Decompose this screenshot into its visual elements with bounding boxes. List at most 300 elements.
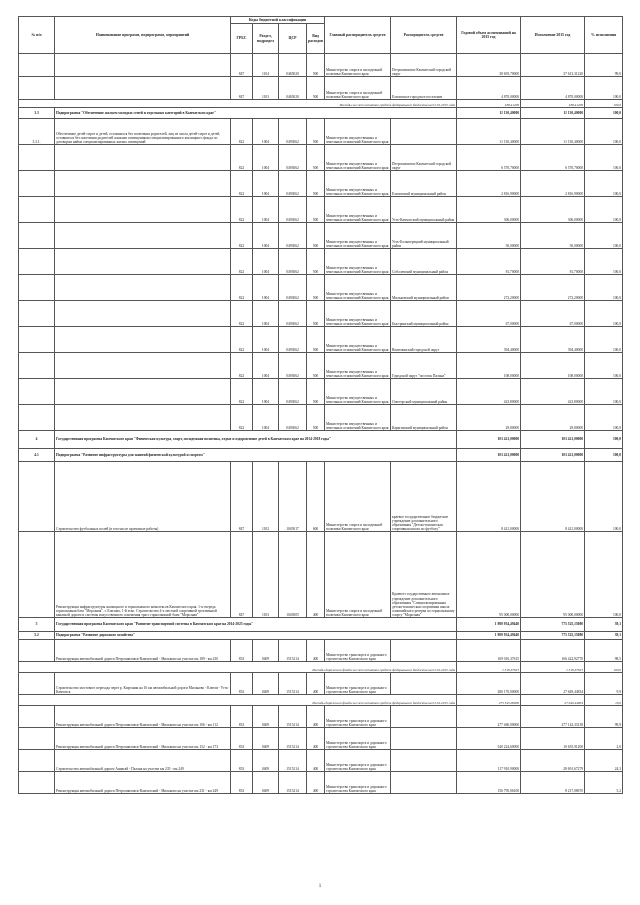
- row-dispenser: Карагинский муниципальный район: [391, 405, 457, 431]
- table-row: [19, 706, 623, 728]
- program-annual: 1 980 934,49440: [457, 632, 521, 640]
- row-exec: 423,80000: [521, 379, 585, 405]
- row-number: [19, 379, 55, 405]
- row-grbs: 822: [231, 301, 253, 327]
- row-dispenser: Соболевский муниципальный район: [391, 249, 457, 275]
- row-vr: 400: [307, 673, 325, 695]
- row-number: [19, 728, 55, 750]
- program-row: [19, 632, 623, 640]
- header-no: № п/п: [19, 17, 55, 54]
- row-csr: 0493062: [279, 171, 307, 197]
- row-chief: Министерство имущественных и земельных отношений Камчатского края: [325, 197, 391, 223]
- table-row: [19, 77, 623, 100]
- row-exec: 6 570,70000: [521, 145, 585, 171]
- row-csr: 0493062: [279, 197, 307, 223]
- program-name: Подпрограмма "Развитие дорожного хозяйства": [55, 632, 457, 640]
- row-vr: 400: [307, 772, 325, 794]
- row-exec: 272,20000: [521, 275, 585, 301]
- row-csr: 1515214: [279, 673, 307, 695]
- row-pct: 100,0: [585, 145, 623, 171]
- program-pct: 100,0: [585, 431, 623, 449]
- row-vr: 500: [307, 54, 325, 77]
- row-number: [19, 462, 55, 532]
- row-name: [55, 275, 231, 301]
- row-vr: 500: [307, 301, 325, 327]
- row-vr: 500: [307, 353, 325, 379]
- row-exec: 2 816,90000: [521, 171, 585, 197]
- header-name: Наименование программ, подпрограмм, мероприятий: [55, 17, 231, 54]
- row-exec: 4 870,00000: [521, 77, 585, 100]
- row-grbs: 822: [231, 327, 253, 353]
- row-csr: 1515214: [279, 772, 307, 794]
- row-exec: 11 130,40000: [521, 119, 585, 145]
- row-pct: 100,0: [585, 327, 623, 353]
- row-pct: 100,0: [585, 301, 623, 327]
- row-chief: Министерство транспорта и дорожного строительства Камчатского края: [325, 772, 391, 794]
- row-dispenser: [391, 640, 457, 662]
- row-grbs: 847: [231, 462, 253, 532]
- row-dispenser: Усть-Камчатский муниципальный район: [391, 197, 457, 223]
- row-csr: 0465020: [279, 54, 307, 77]
- program-number: 5.2: [19, 632, 55, 640]
- row-razdel: 0409: [253, 706, 279, 728]
- row-razdel: 0409: [253, 772, 279, 794]
- row-pct: 98,5: [585, 640, 623, 662]
- row-razdel: 1004: [253, 119, 279, 145]
- note-text: Расходы дорожного фонда за счет остатков средств федерального бюджета на 01.01.2015 года: [19, 662, 457, 673]
- row-number: [19, 54, 55, 77]
- header-exec: Исполнение 2015 год: [521, 17, 585, 54]
- row-vr: 400: [307, 750, 325, 772]
- row-pct: 100,0: [585, 405, 623, 431]
- row-name: [55, 379, 231, 405]
- row-name: Реконструкция автомобильной дороги Петропавловск-Камчатский - Мильково на участке км 106 - км 112: [55, 706, 231, 728]
- row-exec: 50,00000: [521, 223, 585, 249]
- row-pct: 2,0: [585, 728, 623, 750]
- row-number: [19, 532, 55, 618]
- header-dispenser: Распорядитель средств: [391, 17, 457, 54]
- note-row: [19, 100, 623, 108]
- note-pct: 100,0: [585, 100, 623, 108]
- row-grbs: 833: [231, 750, 253, 772]
- row-number: [19, 275, 55, 301]
- row-annual: 540 224,60000: [457, 728, 521, 750]
- note-annual: 438,41200: [457, 100, 521, 108]
- row-razdel: 1004: [253, 275, 279, 301]
- program-name: Государственная программа Камчатского края "Развитие транспортной системы в Камчатском крае на 2014-2025 годы": [55, 618, 457, 632]
- row-annual: 280 170,00000: [457, 673, 521, 695]
- row-chief: Министерство имущественных и земельных отношений Камчатского края: [325, 145, 391, 171]
- row-number: [19, 706, 55, 728]
- row-grbs: 822: [231, 145, 253, 171]
- row-exec: 81,70000: [521, 249, 585, 275]
- note-pct: 10,0: [585, 695, 623, 706]
- program-exec: 775 525,15080: [521, 618, 585, 632]
- row-name: [55, 77, 231, 100]
- row-vr: 500: [307, 223, 325, 249]
- row-razdel: 1103: [253, 77, 279, 100]
- row-annual: 2 816,90000: [457, 171, 521, 197]
- table-row: [19, 275, 623, 301]
- note-pct: 100,0: [585, 662, 623, 673]
- header-grbs: ГРБС: [231, 24, 253, 54]
- row-exec: 27 649,44834: [521, 673, 585, 695]
- row-number: [19, 353, 55, 379]
- table-row: [19, 728, 623, 750]
- row-grbs: 822: [231, 171, 253, 197]
- row-dispenser: Краевое государственное автономное учреждение дополнительного образования "Специализированная детско-юношеская спортивная школа олимпийского резерва по горнолыжному спорту "Морозная": [391, 532, 457, 618]
- row-pct: 100,0: [585, 532, 623, 618]
- row-annual: 67,00000: [457, 301, 521, 327]
- note-exec: 438,41200: [521, 100, 585, 108]
- row-annual: 4 870,00000: [457, 77, 521, 100]
- table-row: [19, 673, 623, 695]
- table-row: [19, 223, 623, 249]
- program-annual: 11 130,40000: [457, 108, 521, 119]
- row-razdel: 0409: [253, 640, 279, 662]
- row-number: [19, 750, 55, 772]
- row-csr: 1515214: [279, 640, 307, 662]
- row-exec: 29,80000: [521, 405, 585, 431]
- row-number: [19, 405, 55, 431]
- row-csr: 0493062: [279, 145, 307, 171]
- row-csr: 0493062: [279, 119, 307, 145]
- program-pct: 39,1: [585, 618, 623, 632]
- page-number: 1: [318, 884, 322, 889]
- row-chief: Министерство спорта и молодежной политики Камчатского края: [325, 77, 391, 100]
- program-exec: 103 421,00000: [521, 431, 585, 449]
- row-pct: 100,0: [585, 275, 623, 301]
- table-row: [19, 379, 623, 405]
- program-pct: 100,0: [585, 108, 623, 119]
- row-grbs: 822: [231, 405, 253, 431]
- row-pct: 5,2: [585, 772, 623, 794]
- row-grbs: 822: [231, 197, 253, 223]
- row-exec: 108,00000: [521, 353, 585, 379]
- row-grbs: 822: [231, 379, 253, 405]
- row-number: [19, 171, 55, 197]
- row-annual: 38 693,70000: [457, 54, 521, 77]
- row-dispenser: Елизовский муниципальный район: [391, 171, 457, 197]
- row-annual: 423,80000: [457, 379, 521, 405]
- row-exec: 95 000,00000: [521, 532, 585, 618]
- row-csr: 0465020: [279, 77, 307, 100]
- table-row: [19, 353, 623, 379]
- row-csr: 0493062: [279, 353, 307, 379]
- row-razdel: 1004: [253, 197, 279, 223]
- row-csr: 0493062: [279, 379, 307, 405]
- header-csr: ЦСР: [279, 24, 307, 54]
- row-exec: 306,00000: [521, 197, 585, 223]
- row-csr: 0493062: [279, 223, 307, 249]
- row-dispenser: [391, 728, 457, 750]
- row-chief: Министерство спорта и молодежной политики Камчатского края: [325, 462, 391, 532]
- row-vr: 500: [307, 249, 325, 275]
- note-annual: 1 316,37615: [457, 662, 521, 673]
- row-chief: Министерство спорта и молодежной политики Камчатского края: [325, 54, 391, 77]
- table-body: [19, 54, 623, 794]
- row-pct: 100,0: [585, 77, 623, 100]
- row-annual: 29,80000: [457, 405, 521, 431]
- row-annual: 50,00000: [457, 223, 521, 249]
- row-exec: 8 421,00000: [521, 462, 585, 532]
- row-grbs: 847: [231, 532, 253, 618]
- program-name: Государственная программа Камчатского края "Физическая культура, спорт, молодежная политика, отдых и оздоровление детей в Камчатском крае на 2014-2018 годы": [55, 431, 457, 449]
- row-csr: 0493062: [279, 275, 307, 301]
- table-row: [19, 249, 623, 275]
- row-chief: Министерство имущественных и земельных отношений Камчатского края: [325, 171, 391, 197]
- row-pct: 100,0: [585, 462, 623, 532]
- row-vr: 500: [307, 77, 325, 100]
- program-exec: 103 421,00000: [521, 449, 585, 462]
- row-name: [55, 197, 231, 223]
- row-exec: 277 142,33138: [521, 706, 585, 728]
- program-exec: 11 130,40000: [521, 108, 585, 119]
- row-chief: Министерство имущественных и земельных отношений Камчатского края: [325, 223, 391, 249]
- table-row: [19, 532, 623, 618]
- header-codes-group: Коды бюджетной классификации: [231, 17, 325, 24]
- row-annual: 11 130,40000: [457, 119, 521, 145]
- program-annual: 103 421,00000: [457, 449, 521, 462]
- row-number: [19, 77, 55, 100]
- row-annual: 81,70000: [457, 249, 521, 275]
- budget-report-page: [18, 16, 622, 794]
- row-name: [55, 327, 231, 353]
- row-exec: 8 217,08670: [521, 772, 585, 794]
- program-row: [19, 108, 623, 119]
- row-razdel: 0409: [253, 728, 279, 750]
- row-name: Реконструкция инфраструктуры жилищного и горнолыжного комплексов Камчатского края. 1-я очередь горнолыжная база "Морозная". г. Елизово, 1-й этап. Строительство 4-х местной спортивной трехзвенной канатной дороги и системы искусственного оснежения трасс горнолыжной базы "Морозная": [55, 532, 231, 618]
- budget-table: [18, 16, 623, 794]
- row-number: [19, 772, 55, 794]
- row-pct: 100,0: [585, 119, 623, 145]
- row-pct: 100,0: [585, 171, 623, 197]
- row-name: Реконструкция автомобильной дороги Петропавловск-Камчатский - Мильково на участке км 231 - км 249: [55, 772, 231, 794]
- row-annual: 95 000,00000: [457, 532, 521, 618]
- row-name: Реконструкция автомобильной дороги Петропавловск-Камчатский - Мильково на участке км 189 - км 230: [55, 640, 231, 662]
- program-annual: 1 980 934,49440: [457, 618, 521, 632]
- row-dispenser: Петропавловск-Камчатский городской округ: [391, 54, 457, 77]
- row-grbs: 847: [231, 77, 253, 100]
- table-row: [19, 171, 623, 197]
- row-exec: 166 422,92770: [521, 640, 585, 662]
- row-grbs: 822: [231, 249, 253, 275]
- row-csr: 1515214: [279, 750, 307, 772]
- row-chief: Министерство транспорта и дорожного строительства Камчатского края: [325, 640, 391, 662]
- program-pct: 39,1: [585, 632, 623, 640]
- row-dispenser: [391, 772, 457, 794]
- row-number: [19, 145, 55, 171]
- row-vr: 500: [307, 275, 325, 301]
- table-row: [19, 640, 623, 662]
- row-dispenser: Елизовское городское поселение: [391, 77, 457, 100]
- header-chief: Главный распорядитель средств: [325, 17, 391, 54]
- row-annual: 272,20000: [457, 275, 521, 301]
- row-grbs: 833: [231, 640, 253, 662]
- row-dispenser: краевое государственное бюджетное учреждение дополнительного образования "Детско-юношеская спортивная школа по футболу": [391, 462, 457, 532]
- row-pct: 100,0: [585, 197, 623, 223]
- note-text: Расходы дорожного фонда за счет остатков средств федерального бюджета на 01.01.2015 года: [19, 695, 457, 706]
- row-name: [55, 145, 231, 171]
- row-csr: 0493062: [279, 301, 307, 327]
- row-pct: 100,0: [585, 379, 623, 405]
- row-dispenser: [391, 750, 457, 772]
- row-name: [55, 171, 231, 197]
- row-razdel: 1004: [253, 353, 279, 379]
- row-chief: Министерство имущественных и земельных отношений Камчатского края: [325, 275, 391, 301]
- row-pct: 24,3: [585, 750, 623, 772]
- program-row: [19, 449, 623, 462]
- note-row: [19, 695, 623, 706]
- program-number: 3.3: [19, 108, 55, 119]
- row-vr: 400: [307, 728, 325, 750]
- row-vr: 500: [307, 379, 325, 405]
- row-pct: 99,9: [585, 706, 623, 728]
- table-row: [19, 772, 623, 794]
- row-annual: 6 570,70000: [457, 145, 521, 171]
- row-dispenser: Вилючинский городской округ: [391, 327, 457, 353]
- row-annual: 169 016,37615: [457, 640, 521, 662]
- program-exec: 775 525,15080: [521, 632, 585, 640]
- row-pct: 99,0: [585, 54, 623, 77]
- row-annual: 306,00000: [457, 197, 521, 223]
- row-chief: Министерство транспорта и дорожного строительства Камчатского края: [325, 706, 391, 728]
- row-razdel: 1004: [253, 379, 279, 405]
- header-pct: % исполнения: [585, 17, 623, 54]
- note-text: Расходы за счет остатков средств федерального бюджета на 01.01.2015 года: [19, 100, 457, 108]
- row-dispenser: Петропавловск-Камчатский городской округ: [391, 145, 457, 171]
- program-number: 4: [19, 431, 55, 449]
- table-row: [19, 462, 623, 532]
- program-name: Подпрограмма "Обеспечение жильем молодых семей и отдельных категорий в Камчатском крае": [55, 108, 457, 119]
- row-razdel: 1004: [253, 327, 279, 353]
- row-razdel: 1102: [253, 462, 279, 532]
- row-csr: 0493062: [279, 249, 307, 275]
- table-row: [19, 405, 623, 431]
- program-row: [19, 431, 623, 449]
- row-name: Строительство автомобильной дороги Анавгай - Палана на участке км 235 - км 249: [55, 750, 231, 772]
- row-grbs: 833: [231, 728, 253, 750]
- row-name: Строительство мостового перехода через р. Кирганик на 16 км автомобильной дороги Мильково - Ключи - Усть-Камчатск: [55, 673, 231, 695]
- row-pct: 100,0: [585, 223, 623, 249]
- row-number: [19, 673, 55, 695]
- row-chief: Министерство транспорта и дорожного строительства Камчатского края: [325, 750, 391, 772]
- row-number: [19, 223, 55, 249]
- header-vr: Вид расходов: [307, 24, 325, 54]
- note-exec: 1 316,37615: [521, 662, 585, 673]
- row-dispenser: Усть-Большерецкий муниципальный район: [391, 223, 457, 249]
- row-chief: Министерство имущественных и земельных отношений Камчатского края: [325, 379, 391, 405]
- row-dispenser: Городской округ "поселок Палана": [391, 353, 457, 379]
- row-grbs: 833: [231, 673, 253, 695]
- row-exec: 28 691,67279: [521, 750, 585, 772]
- row-razdel: 1004: [253, 249, 279, 275]
- row-chief: Министерство имущественных и земельных отношений Камчатского края: [325, 119, 391, 145]
- program-number: 4.1: [19, 449, 55, 462]
- note-row: [19, 662, 623, 673]
- row-vr: 500: [307, 405, 325, 431]
- row-pct: 100,0: [585, 249, 623, 275]
- row-chief: Министерство имущественных и земельных отношений Камчатского края: [325, 249, 391, 275]
- row-exec: 394,40000: [521, 327, 585, 353]
- row-dispenser: Олюторский муниципальный район: [391, 379, 457, 405]
- row-grbs: 822: [231, 223, 253, 249]
- row-razdel: 1004: [253, 171, 279, 197]
- row-csr: 1045005: [279, 532, 307, 618]
- table-row: [19, 119, 623, 145]
- row-grbs: 822: [231, 353, 253, 379]
- row-razdel: 1004: [253, 223, 279, 249]
- row-csr: 1515214: [279, 706, 307, 728]
- row-name: Реконструкция автомобильной дороги Петропавловск-Камчатский - Мильково на участке км 152 - км 173: [55, 728, 231, 750]
- row-annual: 8 421,00000: [457, 462, 521, 532]
- row-grbs: 833: [231, 772, 253, 794]
- row-annual: 156 795,06100: [457, 772, 521, 794]
- table-row: [19, 54, 623, 77]
- row-chief: Министерство имущественных и земельных отношений Камчатского края: [325, 353, 391, 379]
- row-name: [55, 54, 231, 77]
- row-annual: 277 460,00000: [457, 706, 521, 728]
- row-grbs: 833: [231, 706, 253, 728]
- row-name: Строительство футбольных полей (в том числе проектные работы): [55, 462, 231, 532]
- row-annual: 117 910,90000: [457, 750, 521, 772]
- row-name: [55, 301, 231, 327]
- row-razdel: 1103: [253, 532, 279, 618]
- row-vr: 500: [307, 145, 325, 171]
- row-dispenser: [391, 673, 457, 695]
- row-pct: 9,9: [585, 673, 623, 695]
- row-name: [55, 249, 231, 275]
- note-annual: 275 345,00000: [457, 695, 521, 706]
- row-csr: 0493062: [279, 327, 307, 353]
- row-chief: Министерство транспорта и дорожного строительства Камчатского края: [325, 673, 391, 695]
- row-vr: 400: [307, 706, 325, 728]
- row-name: [55, 353, 231, 379]
- row-dispenser: [391, 706, 457, 728]
- row-chief: Министерство имущественных и земельных отношений Камчатского края: [325, 327, 391, 353]
- row-razdel: 0409: [253, 673, 279, 695]
- row-name: [55, 223, 231, 249]
- row-dispenser: [391, 119, 457, 145]
- row-dispenser: Мильковский муниципальный район: [391, 275, 457, 301]
- row-dispenser: Быстринский муниципальный район: [391, 301, 457, 327]
- row-annual: 108,00000: [457, 353, 521, 379]
- row-razdel: 1004: [253, 405, 279, 431]
- row-vr: 500: [307, 119, 325, 145]
- program-number: 5: [19, 618, 55, 632]
- row-razdel: 1104: [253, 54, 279, 77]
- table-row: [19, 145, 623, 171]
- header-razdel: Раздел, подраздел: [253, 24, 279, 54]
- row-number: 3.3.1.: [19, 119, 55, 145]
- row-number: [19, 197, 55, 223]
- row-vr: 500: [307, 171, 325, 197]
- table-row: [19, 301, 623, 327]
- row-name: [55, 405, 231, 431]
- row-razdel: 0409: [253, 750, 279, 772]
- program-row: [19, 618, 623, 632]
- row-vr: 400: [307, 532, 325, 618]
- program-name: Подпрограмма "Развитие инфраструктуры для занятий физической культурой и спортом": [55, 449, 457, 462]
- table-row: [19, 750, 623, 772]
- row-pct: 100,0: [585, 353, 623, 379]
- row-grbs: 822: [231, 275, 253, 301]
- row-number: [19, 249, 55, 275]
- row-chief: Министерство имущественных и земельных отношений Камчатского края: [325, 301, 391, 327]
- row-grbs: 847: [231, 54, 253, 77]
- row-exec: 37 613,31220: [521, 54, 585, 77]
- row-razdel: 1004: [253, 145, 279, 171]
